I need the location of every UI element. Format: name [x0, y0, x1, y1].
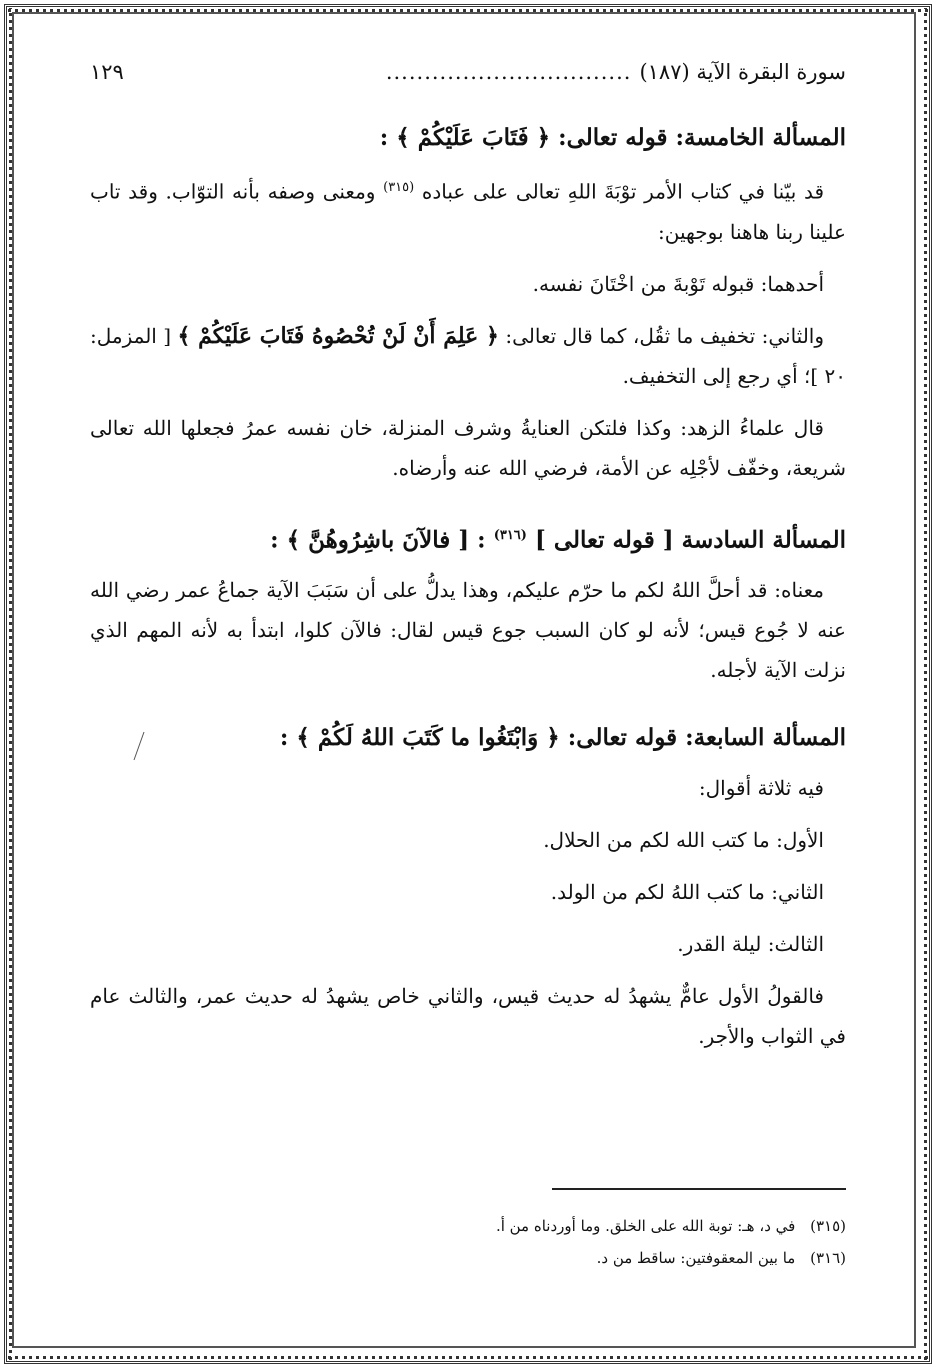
section-7-paragraph-2: الأول: ما كتب الله لكم من الحلال.	[543, 828, 824, 853]
section-7-paragraph-4: الثالث: ليلة القدر.	[677, 932, 824, 957]
section-5-paragraph-1	[90, 168, 846, 252]
footnote-item	[300, 1210, 846, 1242]
section-5-p1-end: ومعنى وصفه بأنه التوّاب. وقد تاب علينا ربنا هاهنا بوجهين:	[90, 179, 846, 244]
footnote-item	[300, 1242, 846, 1274]
section-7-quran: ﴿ وَابْتَغُوا ما كَتَبَ اللهُ لَكُمْ ﴾ :	[279, 724, 560, 752]
footnotes	[300, 1210, 846, 1274]
border-ornament-top	[8, 9, 928, 12]
section-5-paragraph-2: أحدهما: قبوله تَوْبةَ من اخْتَانَ نفسه.	[532, 271, 824, 296]
footnote-text: في د، هـ: توبة الله على الخلق. وما أوردناه من أ.	[495, 1217, 796, 1235]
section-6-heading	[90, 516, 846, 561]
running-header	[90, 60, 846, 84]
section-5-quran: ﴿ فَتَابَ عَلَيْكُمْ ﴾	[396, 124, 551, 151]
pen-stroke-mark	[132, 730, 146, 762]
section-7-heading	[90, 718, 846, 758]
footnote-text: ما بين المعقوفتين: ساقط من د.	[596, 1249, 796, 1267]
header-dots: ................................	[385, 60, 632, 84]
section-5-title: المسألة الخامسة: قوله تعالى:	[558, 124, 846, 151]
section-7-paragraph-3: الثاني: ما كتب اللهُ لكم من الولد.	[550, 880, 824, 905]
section-6-paragraph-1: معناه: قد أحلَّ اللهُ لكم ما حرّم عليكم، وهذا يدلُّ على أن سَبَبَ الآية جماعُ عمر رضي الله عنه لا جُوع قيس؛ لأنه لو كان السبب جوع قيس لقال: فالآن كلوا، ابتدأ به لأنه المهم الذي نزلت الآية لأجله.	[90, 578, 846, 683]
section-7-paragraph-1: فيه ثلاثة أقوال:	[698, 776, 824, 801]
section-6-title: المسألة السادسة [ قوله تعالى ]	[534, 526, 846, 554]
section-5-heading	[90, 118, 846, 158]
border-ornament-bottom	[8, 1356, 928, 1359]
footnote-ref-316[interactable]: (٣١٦)	[493, 527, 527, 543]
section-5-paragraph-3	[90, 316, 846, 396]
border-ornament-left	[9, 8, 12, 1360]
section-5-p1-text: قد بيّنا في كتاب الأمر توْبَةَ اللهِ تعالى على عباده	[421, 179, 825, 204]
footnote-separator	[552, 1188, 846, 1190]
section-5-paragraph-4: قال علماءُ الزهد: وكذا فلتكن العنايةُ وشرف المنزلة، خان نفسه عمرُ فجعلها الله تعالى شريعة، وخفّف لأجْلِه عن الأمة، فرضي الله عنه وأرضاه.	[90, 415, 846, 480]
section-5-p3-quran: ﴿ عَلِمَ أَنْ لَنْ تُحْصُوهُ فَتَابَ عَلَيْكُمْ ﴾	[177, 322, 499, 349]
section-5-p3-start: والثاني: تخفيف ما ثقُل، كما قال تعالى:	[505, 323, 825, 348]
section-7-title: المسألة السابعة: قوله تعالى:	[567, 724, 846, 752]
section-5-p3-end: [ المزمل: ٢٠ ]؛ أي رجع إلى التخفيف.	[90, 323, 846, 388]
section-7-paragraph-5: فالقولُ الأول عامٌّ يشهدُ له حديث قيس، والثاني خاص يشهدُ له حديث عمر، والثالث عام في الثواب والأجر.	[90, 984, 846, 1049]
section-6-quran: : [ فالآنَ باشِرُوهُنَّ ﴾ :	[270, 526, 486, 554]
footnote-number: (٣١٥)	[810, 1217, 846, 1235]
page-number: ١٢٩	[90, 60, 124, 84]
border-ornament-right	[924, 8, 927, 1360]
footnote-ref-315[interactable]: (٣١٥)	[383, 180, 415, 195]
section-5-colon: :	[379, 124, 389, 151]
footnote-number: (٣١٦)	[810, 1249, 846, 1267]
header-title: سورة البقرة الآية (١٨٧)	[639, 60, 846, 84]
page-body	[90, 60, 846, 1068]
